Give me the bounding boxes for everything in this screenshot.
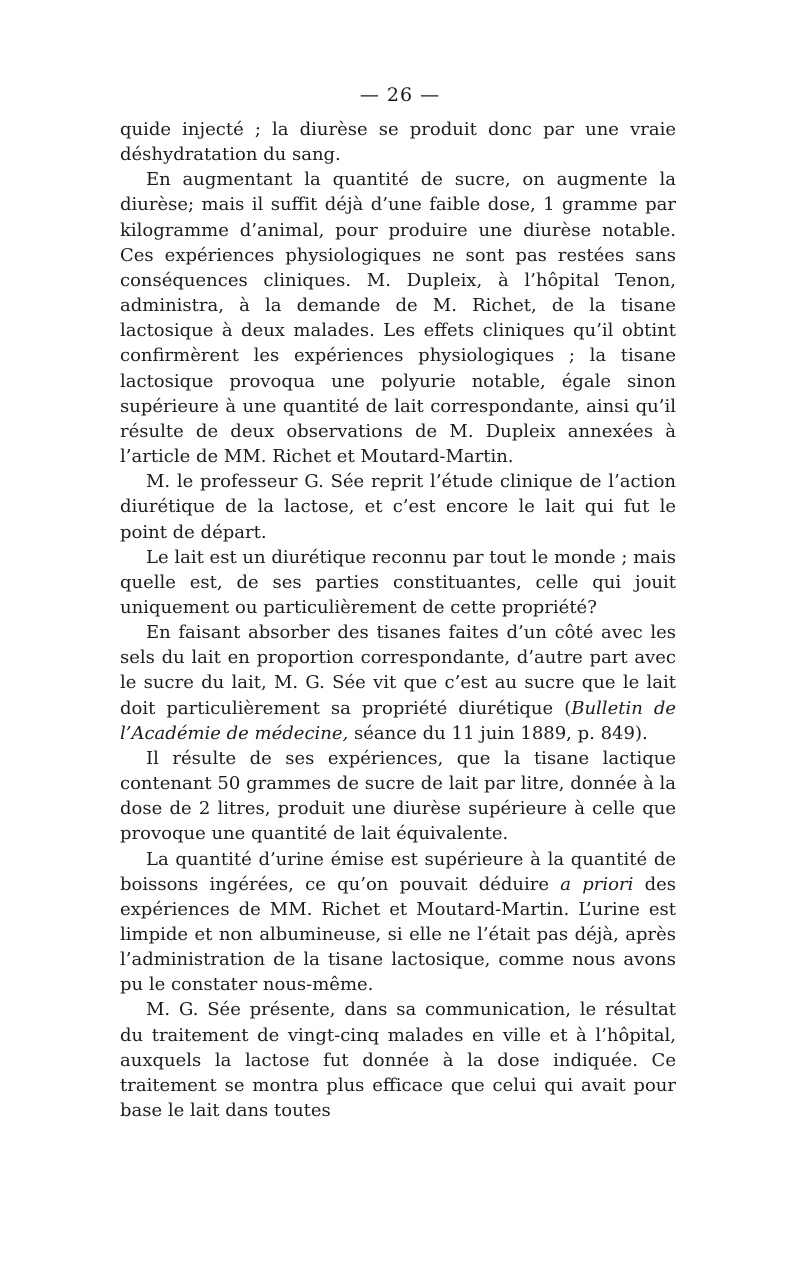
paragraph-see-study: M. le professeur G. Sée reprit l’étude clinique de l’action diurétique de la lactose, et c’est encore le lait qui fut le point de départ. bbox=[120, 471, 676, 543]
paragraph-text: En faisant absorber des tisanes faites d’un côté avec les sels du lait en proportion correspondante, d’autre part avec le sucre du lait, M. G. Sée vit que c’est au sucre que le lait doit particulièrement sa propriété diurétique ( bbox=[120, 622, 676, 719]
paragraph-text: séance du 11 juin 1889, p. 849). bbox=[348, 722, 648, 744]
paragraph-lactic-tisane-results: Il résulte de ses expériences, que la tisane lactique contenant 50 grammes de sucre de lait par litre, donnée à la dose de 2 litres, produit une diurèse supérieure à celle que provoque une quantité de lait équivalente. bbox=[120, 747, 676, 845]
paragraph-text: des expériences de MM. Richet et Moutard-Martin. L’urine est limpide et non albumineuse, si elle ne l’était pas déjà, après l’administration de la tisane lactosique, comme nous avons pu le constater nous-même. bbox=[120, 873, 676, 996]
body-text bbox=[120, 117, 676, 1123]
paragraph-text: La quantité d’urine émise est supérieure à la quantité de boissons ingérées, ce qu’on pouvait déduire bbox=[120, 848, 676, 895]
paragraph-treatment-results: M. G. Sée présente, dans sa communication, le résultat du traitement de vingt-cinq malades en ville et à l’hôpital, auxquels la lactose fut donnée à la dose indiquée. Ce traitement se montra plus efficace que celui qui avait pour base le lait dans toutes bbox=[120, 999, 676, 1122]
paragraph-urine-quantity bbox=[120, 847, 676, 998]
paragraph-sugar-diuresis: En augmentant la quantité de sucre, on augmente la diurèse; mais il suffit déjà d’une faible dose, 1 gramme par kilogramme d’animal, pour produire une diurèse notable. Ces expériences physiologiques ne sont pas restées sans conséquences cliniques. M. Dupleix, à l’hôpital Tenon, administra, à la demande de M. Richet, de la tisane lactosique à deux malades. Les effets cliniques qu’il obtint confirmèrent les expériences physiologiques ; la tisane lactosique provoqua une polyurie notable, égale sinon supérieure à une quantité de lait correspondante, ainsi qu’il résulte de deux observations de M. Dupleix annexées à l’article de MM. Richet et Moutard-Martin. bbox=[120, 169, 676, 468]
citation-italic: Bulletin de l’Académie de médecine, bbox=[120, 697, 677, 744]
page-number: — 26 — bbox=[359, 84, 441, 106]
paragraph-continuation: quide injecté ; la diurèse se produit donc par une vraie déshydratation du sang. bbox=[120, 119, 676, 166]
paragraph-tisanes-experiment bbox=[120, 620, 676, 746]
latin-phrase-italic: a priori bbox=[560, 873, 634, 895]
paragraph-milk-diuretic: Le lait est un diurétique reconnu par tout le monde ; mais quelle est, de ses parties constituantes, celle qui jouit uniquement ou particulièrement de cette propriété? bbox=[120, 546, 676, 618]
